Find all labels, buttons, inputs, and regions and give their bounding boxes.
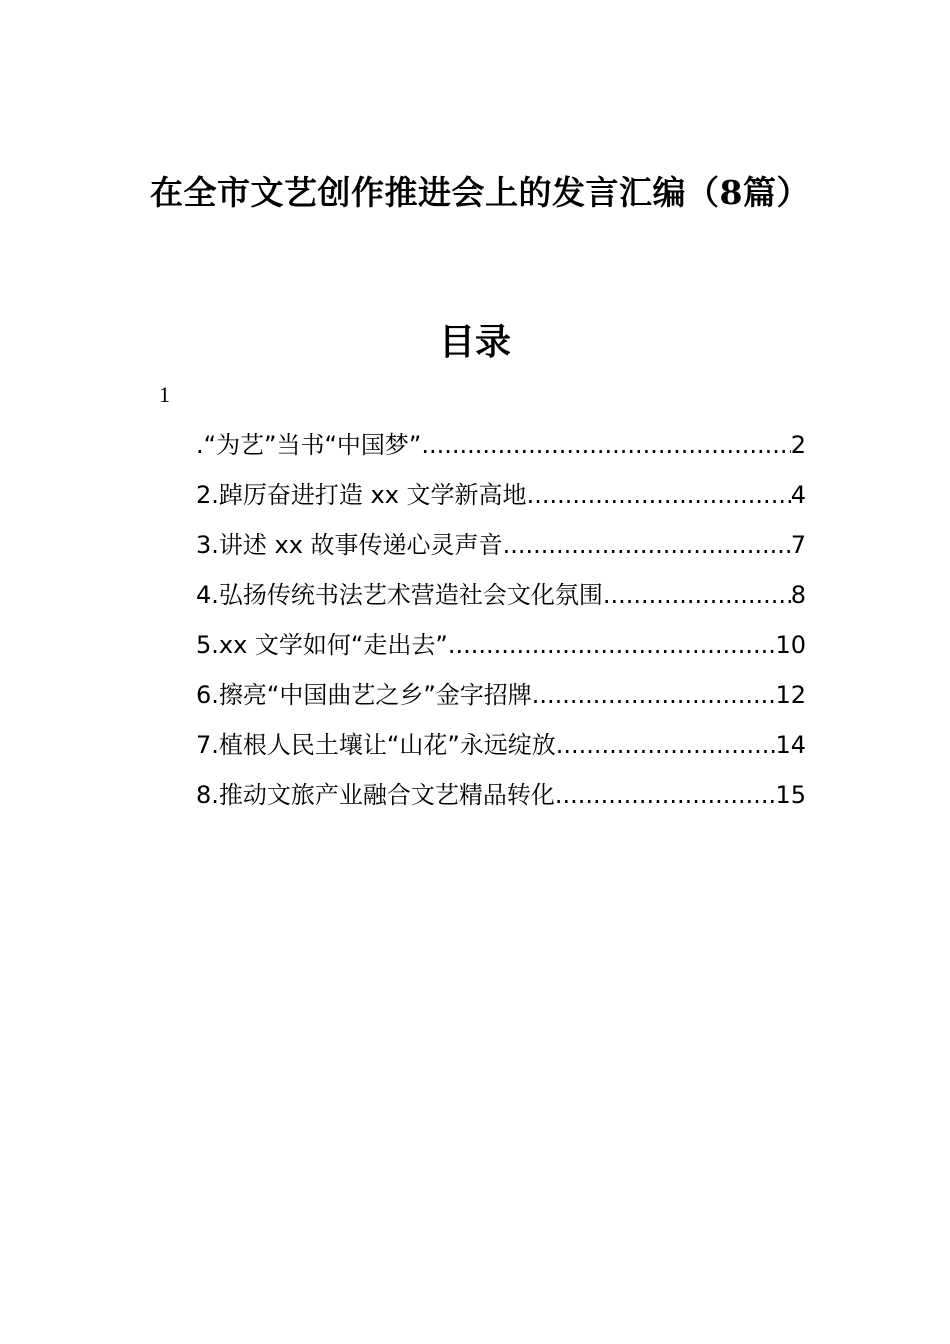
toc-entry-label: 4.弘扬传统书法艺术营造社会文化氛围 [196,581,603,609]
toc-entry-page: 8 [790,581,806,609]
toc-entry-label: 7.植根人民土壤让“山花”永远绽放 [196,731,556,759]
toc-entry-label: 3.讲述 xx 故事传递心灵声音 [196,531,503,559]
toc-entry-label: 8.推动文旅产业融合文艺精品转化 [196,781,555,809]
toc-entry-page: 7 [790,531,806,559]
toc-entry-page: 2 [790,431,806,459]
toc-entry-page: 4 [790,481,806,509]
page-number-marker: 1 [159,382,170,407]
toc-entry-label: 5.xx 文学如何“走出去” [196,631,448,659]
toc-entry-page: 12 [775,681,806,709]
toc-heading: 目录 [438,321,511,363]
toc-entry-4[interactable] [196,575,806,625]
toc-dot-leader [603,575,791,615]
toc-entry-6[interactable] [196,675,806,725]
toc-dot-leader [448,625,776,665]
toc-entry-page: 14 [775,731,806,759]
toc-dot-leader [503,525,791,565]
toc-entry-page: 15 [775,781,806,809]
toc-entry-label: 2.踔厉奋进打造 xx 文学新高地 [196,481,527,509]
toc-dot-leader [532,675,776,715]
document-title: 在全市文艺创作推进会上的发言汇编（8篇） [150,173,810,212]
toc-entry-3[interactable] [196,525,806,575]
table-of-contents [196,425,806,825]
toc-dot-leader [555,775,776,815]
toc-entry-5[interactable] [196,625,806,675]
toc-dot-leader [527,475,791,515]
toc-entry-2[interactable] [196,475,806,525]
toc-entry-label: .“为艺”当书“中国梦” [196,431,422,459]
toc-dot-leader [556,725,776,765]
toc-dot-leader [421,425,790,465]
toc-entry-label: 6.擦亮“中国曲艺之乡”金字招牌 [196,681,532,709]
toc-entry-page: 10 [775,631,806,659]
toc-entry-1[interactable] [196,425,806,475]
toc-entry-7[interactable] [196,725,806,775]
toc-entry-8[interactable] [196,775,806,825]
